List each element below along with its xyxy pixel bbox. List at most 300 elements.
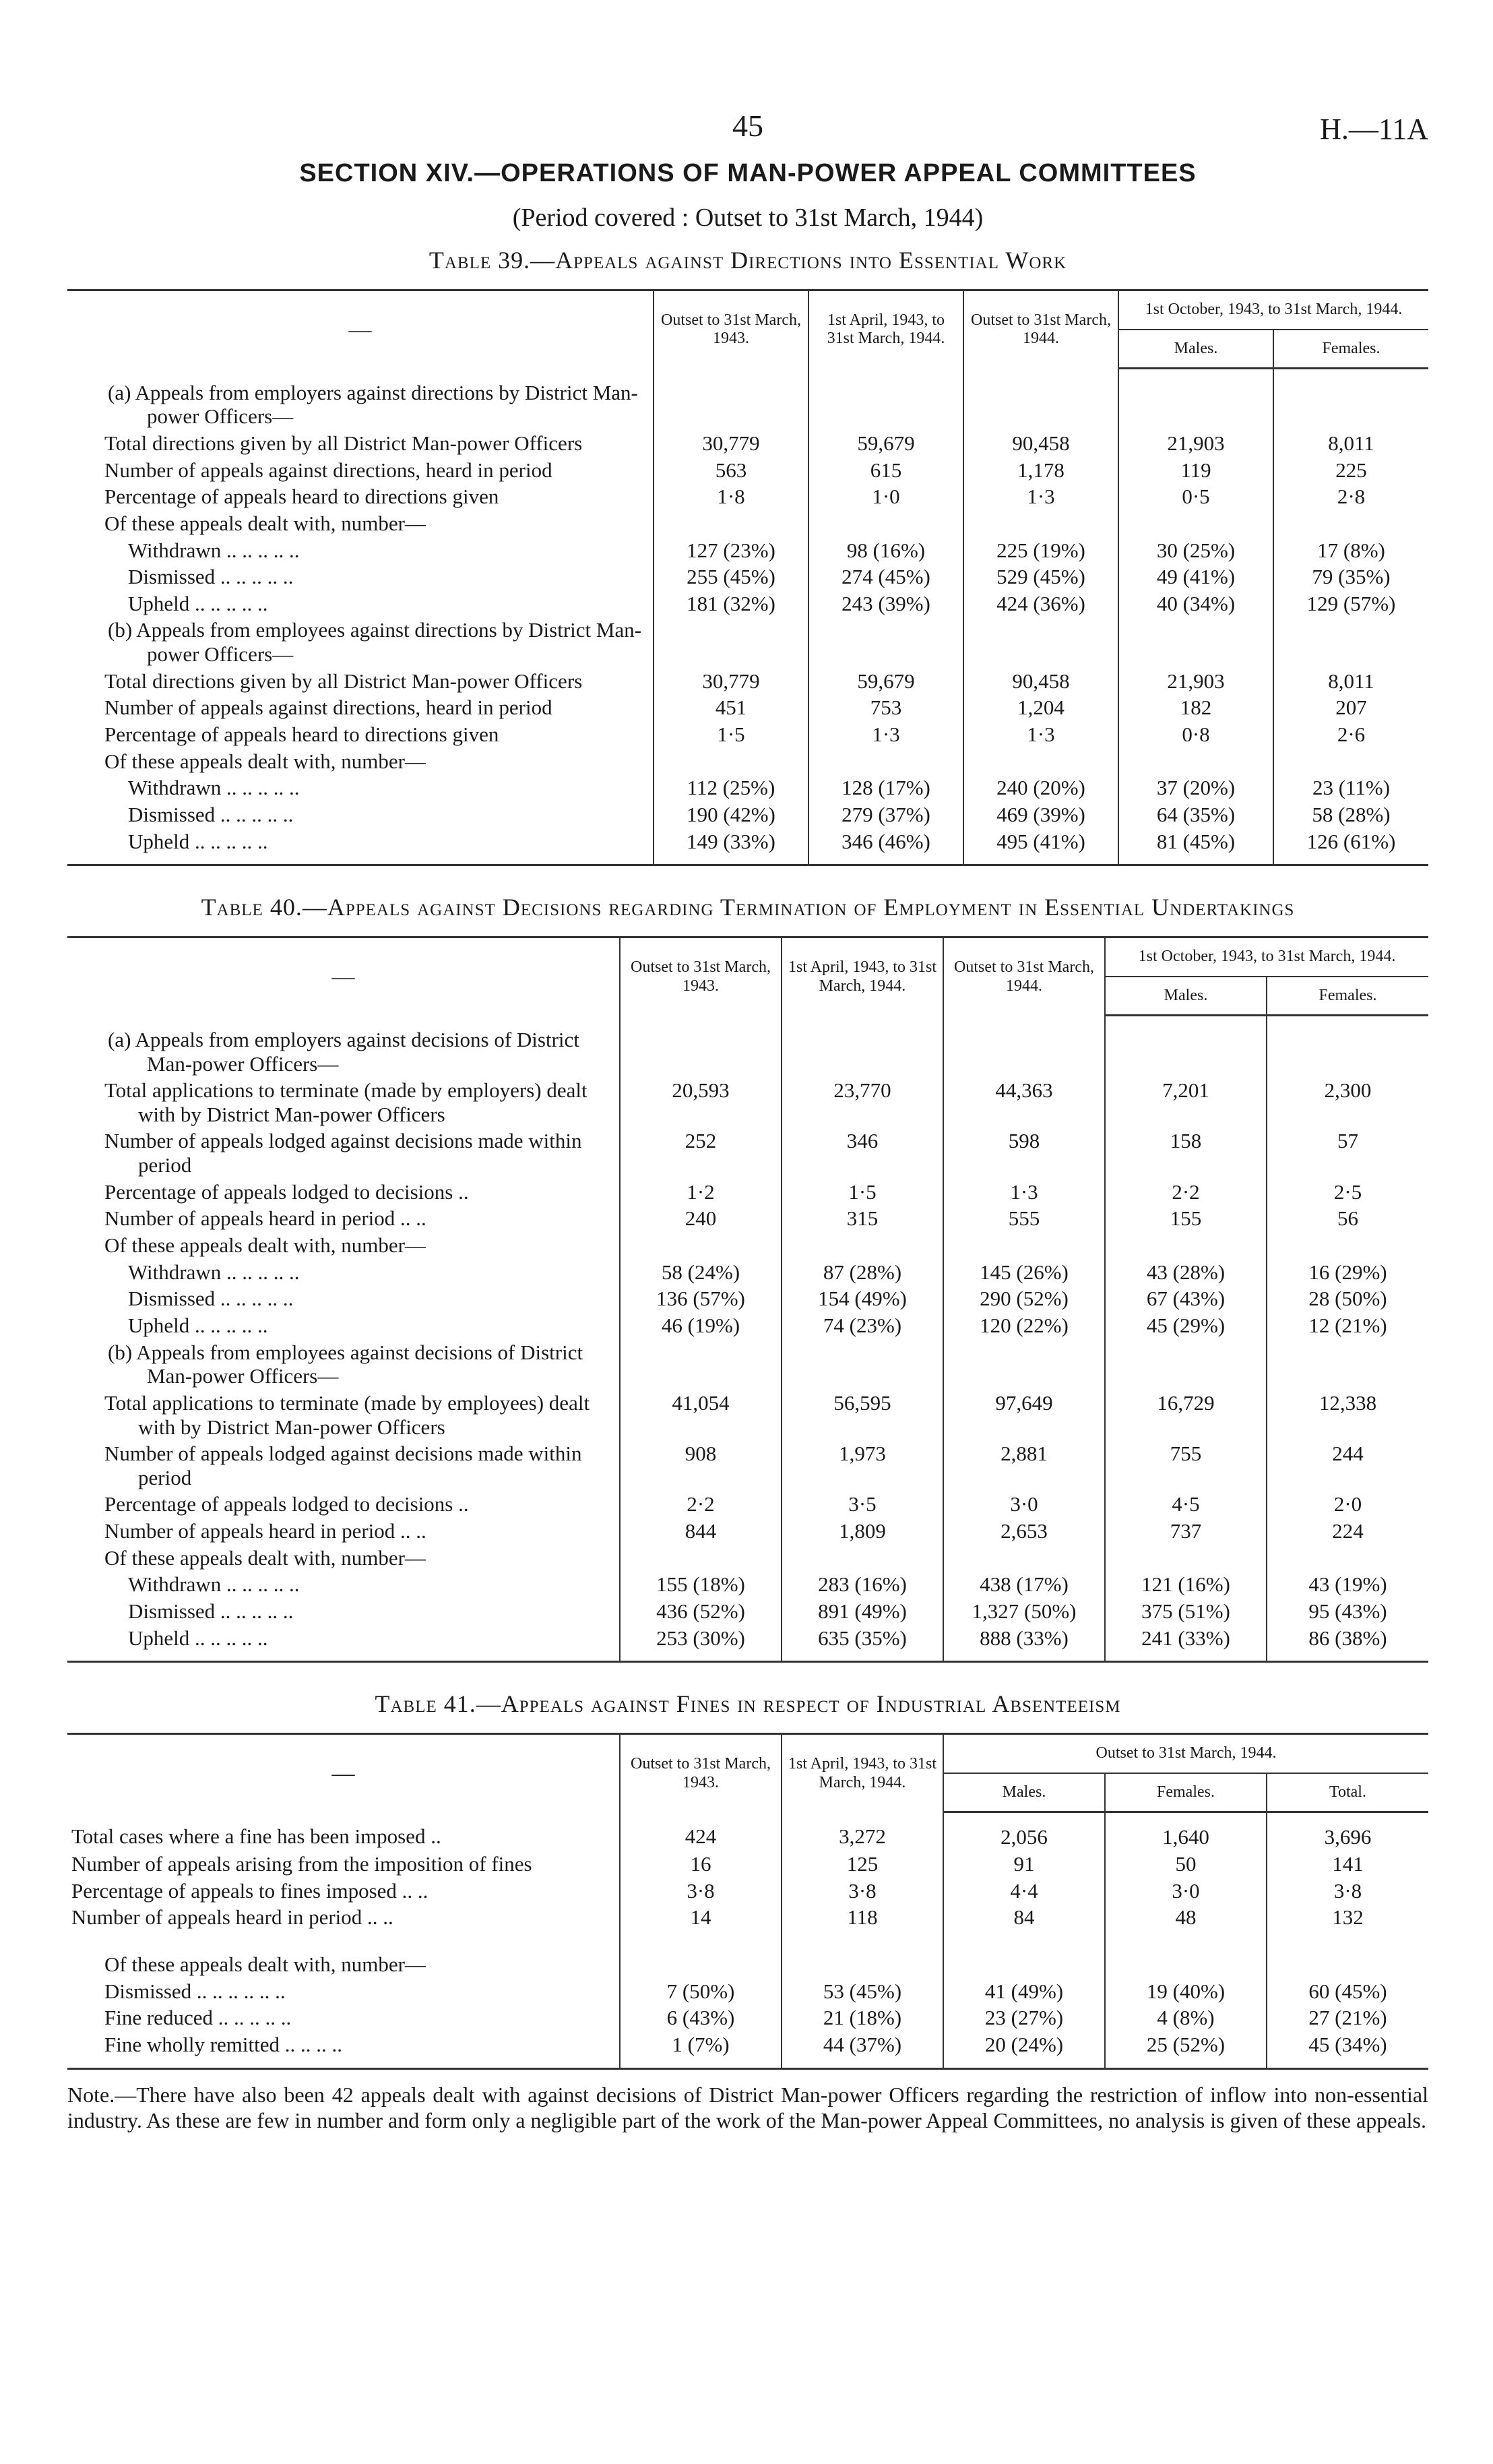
row-label: Total directions given by all District Man-power Officers xyxy=(104,669,583,693)
section-title: SECTION XIV.—OPERATIONS OF MAN-POWER APPEAL COMMITTEES xyxy=(299,159,1197,187)
table-row xyxy=(67,1312,1428,1339)
table-cell xyxy=(654,748,808,775)
table-row xyxy=(67,1232,1428,1259)
table-row xyxy=(67,563,1428,590)
table40-stub-header: — xyxy=(67,937,620,1016)
row-label: Total applications to terminate (made by employees) dealt with by District Man-power Officers xyxy=(104,1390,590,1439)
table-cell xyxy=(808,369,963,430)
table-cell: 7 (50%) xyxy=(620,1978,782,2005)
table-cell: 141 xyxy=(1267,1851,1428,1878)
table-cell: 615 xyxy=(808,457,963,484)
table-cell: 121 (16%) xyxy=(1105,1571,1267,1598)
page-reference: H.—11A xyxy=(1320,113,1428,146)
table-cell: 1·5 xyxy=(782,1179,943,1206)
page-number: 45 xyxy=(732,109,763,143)
row-label: Number of appeals arising from the imposition of fines xyxy=(71,1852,532,1876)
table-cell: 44,363 xyxy=(943,1077,1105,1128)
table39-body xyxy=(67,369,1428,865)
spacer-row xyxy=(67,1931,1428,1951)
table-cell: 1·3 xyxy=(963,483,1118,510)
row-label: Percentage of appeals heard to directions given xyxy=(104,722,499,747)
table-cell: 2·6 xyxy=(1273,721,1428,748)
table-cell xyxy=(808,510,963,537)
table-row xyxy=(67,828,1428,865)
row-label: Dismissed .. .. .. .. .. xyxy=(128,1287,294,1311)
table-cell: 495 (41%) xyxy=(963,828,1118,865)
table-cell: 19 (40%) xyxy=(1105,1978,1267,2005)
table-cell: 315 xyxy=(782,1205,943,1232)
table-cell: 56,595 xyxy=(782,1390,943,1440)
table-cell xyxy=(1105,1951,1267,1978)
table-cell: 44 (37%) xyxy=(782,2031,943,2068)
table40-col-males: Males. xyxy=(1105,977,1267,1016)
table41-col-apr43-mar44: 1st April, 1943, to 31st March, 1944. xyxy=(782,1734,943,1812)
table-row xyxy=(67,748,1428,775)
table-cell xyxy=(1105,1545,1267,1572)
table-cell: 91 xyxy=(943,1851,1105,1878)
table-cell: 145 (26%) xyxy=(943,1259,1105,1286)
table-cell xyxy=(782,1951,943,1978)
table-row xyxy=(67,1179,1428,1206)
table-row xyxy=(67,457,1428,484)
table-cell: 127 (23%) xyxy=(654,537,808,564)
table-cell: 1,327 (50%) xyxy=(943,1598,1105,1625)
table40-col-outset-1943: Outset to 31st March, 1943. xyxy=(620,937,782,1016)
table-row xyxy=(67,1951,1428,1978)
table-cell: 97,649 xyxy=(943,1390,1105,1440)
row-label: Total cases where a fine has been imposed .. xyxy=(71,1824,441,1848)
table-cell xyxy=(620,1545,782,1572)
table-cell: 12 (21%) xyxy=(1267,1312,1428,1339)
table-cell: 3·8 xyxy=(782,1878,943,1905)
table-cell: 25 (52%) xyxy=(1105,2031,1267,2068)
table-cell: 555 xyxy=(943,1205,1105,1232)
table-cell xyxy=(1273,510,1428,537)
table-cell: 158 xyxy=(1105,1128,1267,1178)
table-cell: 375 (51%) xyxy=(1105,1598,1267,1625)
table-cell xyxy=(1118,369,1273,430)
table-cell: 1,973 xyxy=(782,1440,943,1491)
table-cell: 14 xyxy=(620,1904,782,1931)
table-cell xyxy=(1267,1951,1428,1978)
table-row xyxy=(67,1285,1428,1312)
table-cell xyxy=(1273,617,1428,667)
table-row xyxy=(67,694,1428,721)
table-row xyxy=(67,668,1428,695)
table-cell: 79 (35%) xyxy=(1273,563,1428,590)
row-label: (a) Appeals from employers against directions by District Man-power Officers— xyxy=(108,380,638,429)
page xyxy=(67,108,1428,2133)
table-cell: 53 (45%) xyxy=(782,1978,943,2005)
table-row xyxy=(67,1625,1428,1662)
table-cell: 90,458 xyxy=(963,668,1118,695)
table-cell xyxy=(943,1545,1105,1572)
table-cell: 3·8 xyxy=(620,1878,782,1905)
table-cell: 244 xyxy=(1267,1440,1428,1491)
table-cell: 17 (8%) xyxy=(1273,537,1428,564)
row-label: Upheld .. .. .. .. .. xyxy=(128,1626,268,1650)
table-row xyxy=(67,1205,1428,1232)
table-cell: 126 (61%) xyxy=(1273,828,1428,865)
table-cell xyxy=(620,1951,782,1978)
table41-stub-header: — xyxy=(67,1734,620,1812)
table-cell: 49 (41%) xyxy=(1118,563,1273,590)
spacer-cell xyxy=(1267,1931,1428,1951)
table-cell: 60 (45%) xyxy=(1267,1978,1428,2005)
table-cell: 67 (43%) xyxy=(1105,1285,1267,1312)
row-label: Upheld .. .. .. .. .. xyxy=(128,829,268,853)
table-cell: 3,272 xyxy=(782,1812,943,1851)
table-cell: 424 (36%) xyxy=(963,590,1118,617)
table-cell: 1·0 xyxy=(808,483,963,510)
row-label: Of these appeals dealt with, number— xyxy=(104,749,426,773)
table-cell: 90,458 xyxy=(963,430,1118,457)
table-cell: 1·3 xyxy=(808,721,963,748)
table-cell: 181 (32%) xyxy=(654,590,808,617)
table41-title: Table 41.—Appeals against Fines in respect of Industrial Absenteeism xyxy=(375,1690,1121,1718)
row-label: Of these appeals dealt with, number— xyxy=(104,1233,426,1258)
table-cell: 21,903 xyxy=(1118,668,1273,695)
table-cell xyxy=(808,748,963,775)
table-cell xyxy=(943,1232,1105,1259)
table-cell: 46 (19%) xyxy=(620,1312,782,1339)
table-row xyxy=(67,1571,1428,1598)
table-cell: 563 xyxy=(654,457,808,484)
table-cell: 37 (20%) xyxy=(1118,774,1273,801)
table-cell: 1,640 xyxy=(1105,1812,1267,1851)
table-cell: 28 (50%) xyxy=(1267,1285,1428,1312)
table-cell xyxy=(654,510,808,537)
table-cell: 87 (28%) xyxy=(782,1259,943,1286)
table-cell: 529 (45%) xyxy=(963,563,1118,590)
table-cell: 240 (20%) xyxy=(963,774,1118,801)
table-cell: 1 (7%) xyxy=(620,2031,782,2068)
table-cell: 45 (34%) xyxy=(1267,2031,1428,2068)
table-cell: 56 xyxy=(1267,1205,1428,1232)
row-label: Number of appeals against directions, heard in period xyxy=(104,696,552,720)
row-label: Withdrawn .. .. .. .. .. xyxy=(128,1572,300,1597)
table-cell xyxy=(1267,1339,1428,1390)
row-label: Dismissed .. .. .. .. .. xyxy=(128,565,294,589)
table39-col-males: Males. xyxy=(1118,330,1273,369)
table-row xyxy=(67,430,1428,457)
table-cell: 4·5 xyxy=(1105,1491,1267,1518)
table-cell: 424 xyxy=(620,1812,782,1851)
row-label: (a) Appeals from employers against decisions of District Man-power Officers— xyxy=(108,1027,579,1076)
table-cell: 30,779 xyxy=(654,668,808,695)
table-cell: 844 xyxy=(620,1518,782,1545)
table-cell: 2·5 xyxy=(1267,1179,1428,1206)
table-cell: 16 (29%) xyxy=(1267,1259,1428,1286)
table-cell: 136 (57%) xyxy=(620,1285,782,1312)
table-cell: 0·8 xyxy=(1118,721,1273,748)
table-cell xyxy=(1118,748,1273,775)
table-cell xyxy=(620,1232,782,1259)
table-cell: 129 (57%) xyxy=(1273,590,1428,617)
table-cell: 1,178 xyxy=(963,457,1118,484)
table-row xyxy=(67,774,1428,801)
table-cell xyxy=(1273,748,1428,775)
table-cell xyxy=(1267,1545,1428,1572)
table-cell: 891 (49%) xyxy=(782,1598,943,1625)
table-cell: 23,770 xyxy=(782,1077,943,1128)
table-cell: 119 xyxy=(1118,457,1273,484)
table-cell: 451 xyxy=(654,694,808,721)
spacer-cell xyxy=(943,1931,1105,1951)
row-label: Dismissed .. .. .. .. .. .. xyxy=(104,1979,286,2003)
table-cell: 2,300 xyxy=(1267,1077,1428,1128)
table-cell: 16,729 xyxy=(1105,1390,1267,1440)
row-label: Number of appeals heard in period .. .. xyxy=(71,1905,393,1930)
table-cell: 438 (17%) xyxy=(943,1571,1105,1598)
table-cell: 283 (16%) xyxy=(782,1571,943,1598)
table-cell: 255 (45%) xyxy=(654,563,808,590)
table-cell: 45 (29%) xyxy=(1105,1312,1267,1339)
table40-col-females: Females. xyxy=(1267,977,1428,1016)
table-row xyxy=(67,617,1428,667)
row-label: Total applications to terminate (made by employers) dealt with by District Man-power Officers xyxy=(104,1078,587,1126)
table-row xyxy=(67,801,1428,828)
table-cell xyxy=(782,1232,943,1259)
table-cell: 225 (19%) xyxy=(963,537,1118,564)
spacer-cell xyxy=(782,1931,943,1951)
table-row xyxy=(67,1598,1428,1625)
table-cell: 30,779 xyxy=(654,430,808,457)
table-cell: 50 xyxy=(1105,1851,1267,1878)
table-cell: 40 (34%) xyxy=(1118,590,1273,617)
page-header xyxy=(67,108,1428,155)
table-cell: 59,679 xyxy=(808,430,963,457)
table-row xyxy=(67,1491,1428,1518)
table-cell: 1·3 xyxy=(963,721,1118,748)
table-cell xyxy=(1118,617,1273,667)
table-cell: 155 (18%) xyxy=(620,1571,782,1598)
table-cell: 225 xyxy=(1273,457,1428,484)
row-label: Number of appeals heard in period .. .. xyxy=(104,1519,426,1543)
table41-col-females: Females. xyxy=(1105,1773,1267,1812)
table-cell: 43 (28%) xyxy=(1105,1259,1267,1286)
table-cell: 8,011 xyxy=(1273,668,1428,695)
table-cell: 84 xyxy=(943,1904,1105,1931)
table-cell: 207 xyxy=(1273,694,1428,721)
table-cell: 243 (39%) xyxy=(808,590,963,617)
table-cell xyxy=(943,1016,1105,1077)
table-cell: 346 (46%) xyxy=(808,828,963,865)
row-label: Fine wholly remitted .. .. .. .. xyxy=(104,2032,343,2056)
table-cell: 48 xyxy=(1105,1904,1267,1931)
row-label: Dismissed .. .. .. .. .. xyxy=(128,1599,294,1623)
table41 xyxy=(67,1733,1428,2069)
table-row xyxy=(67,1878,1428,1905)
row-label: Number of appeals lodged against decisions made within period xyxy=(104,1442,582,1489)
row-label: Number of appeals against directions, heard in period xyxy=(104,458,552,482)
table-cell: 2,881 xyxy=(943,1440,1105,1491)
table39 xyxy=(67,289,1428,866)
table-row xyxy=(67,369,1428,430)
table-cell: 1·2 xyxy=(620,1179,782,1206)
table-cell: 16 xyxy=(620,1851,782,1878)
table-cell: 41 (49%) xyxy=(943,1978,1105,2005)
table-cell xyxy=(654,617,808,667)
table-cell xyxy=(963,748,1118,775)
table41-col-group-outset-1944: Outset to 31st March, 1944. xyxy=(943,1734,1428,1773)
table40 xyxy=(67,936,1428,1663)
table-cell: 253 (30%) xyxy=(620,1625,782,1662)
spacer-cell xyxy=(620,1931,782,1951)
table-cell xyxy=(1267,1016,1428,1077)
table-row xyxy=(67,1259,1428,1286)
row-label: Dismissed .. .. .. .. .. xyxy=(128,802,294,826)
table-cell: 30 (25%) xyxy=(1118,537,1273,564)
table-cell: 3·8 xyxy=(1267,1878,1428,1905)
table-row xyxy=(67,510,1428,537)
table-row xyxy=(67,1128,1428,1178)
table-cell: 125 xyxy=(782,1851,943,1878)
table-cell: 2·0 xyxy=(1267,1491,1428,1518)
table39-col-outset-1943: Outset to 31st March, 1943. xyxy=(654,290,808,369)
table-cell: 2·2 xyxy=(620,1491,782,1518)
row-label: Percentage of appeals to fines imposed .. .. xyxy=(71,1878,428,1903)
table-cell: 21,903 xyxy=(1118,430,1273,457)
footnote: Note.—There have also been 42 appeals dealt with against decisions of District Man-power Officers regarding the restriction of inflow into non-essential industry. As these are few in number and form only a negligible part of the work of the Man-power Appeal Committees, no analysis is given of these appeals. xyxy=(67,2082,1428,2132)
table40-title: Table 40.—Appeals against Decisions regarding Termination of Employment in Essential Undertakings xyxy=(201,894,1295,921)
table-row xyxy=(67,1440,1428,1491)
row-label: (b) Appeals from employees against decisions of District Man-power Officers— xyxy=(108,1340,583,1388)
table-cell xyxy=(943,1951,1105,1978)
table-cell: 3,696 xyxy=(1267,1812,1428,1851)
table-cell: 74 (23%) xyxy=(782,1312,943,1339)
table-cell: 1·3 xyxy=(943,1179,1105,1206)
table-cell: 8,011 xyxy=(1273,430,1428,457)
table-cell: 190 (42%) xyxy=(654,801,808,828)
table-cell: 908 xyxy=(620,1440,782,1491)
table39-col-apr43-mar44: 1st April, 1943, to 31st March, 1944. xyxy=(808,290,963,369)
table-cell: 252 xyxy=(620,1128,782,1178)
table-cell: 4·4 xyxy=(943,1878,1105,1905)
table-cell: 21 (18%) xyxy=(782,2004,943,2031)
table-cell: 118 xyxy=(782,1904,943,1931)
table-cell: 274 (45%) xyxy=(808,563,963,590)
table-cell: 41,054 xyxy=(620,1390,782,1440)
table-cell xyxy=(620,1339,782,1390)
table-cell: 753 xyxy=(808,694,963,721)
table-row xyxy=(67,2004,1428,2031)
table-cell xyxy=(808,617,963,667)
table-row xyxy=(67,721,1428,748)
table-row xyxy=(67,590,1428,617)
table-cell xyxy=(782,1545,943,1572)
table-cell: 95 (43%) xyxy=(1267,1598,1428,1625)
table-cell: 20 (24%) xyxy=(943,2031,1105,2068)
row-label: Number of appeals heard in period .. .. xyxy=(104,1206,426,1231)
row-label: Upheld .. .. .. .. .. xyxy=(128,1313,268,1337)
table-cell: 98 (16%) xyxy=(808,537,963,564)
row-label: (b) Appeals from employees against directions by District Man-power Officers— xyxy=(108,618,642,667)
table-cell: 120 (22%) xyxy=(943,1312,1105,1339)
table-cell: 23 (11%) xyxy=(1273,774,1428,801)
table-cell: 128 (17%) xyxy=(808,774,963,801)
table-cell: 2,056 xyxy=(943,1812,1105,1851)
table-cell: 6 (43%) xyxy=(620,2004,782,2031)
row-label: Upheld .. .. .. .. .. xyxy=(128,591,268,615)
table-row xyxy=(67,483,1428,510)
table-cell xyxy=(943,1339,1105,1390)
spacer-cell xyxy=(1105,1931,1267,1951)
row-label: Fine reduced .. .. .. .. .. xyxy=(104,2006,292,2030)
row-label: Percentage of appeals heard to directions given xyxy=(104,485,499,509)
table41-col-total: Total. xyxy=(1267,1773,1428,1812)
table-cell: 279 (37%) xyxy=(808,801,963,828)
table39-col-outset-1944: Outset to 31st March, 1944. xyxy=(963,290,1118,369)
table-cell: 0·5 xyxy=(1118,483,1273,510)
table-cell: 436 (52%) xyxy=(620,1598,782,1625)
table-row xyxy=(67,1016,1428,1077)
table-cell: 3·0 xyxy=(1105,1878,1267,1905)
table39-col-females: Females. xyxy=(1273,330,1428,369)
table-row xyxy=(67,1851,1428,1878)
table-cell: 7,201 xyxy=(1105,1077,1267,1128)
table-cell: 598 xyxy=(943,1128,1105,1178)
table-cell: 737 xyxy=(1105,1518,1267,1545)
table-cell: 1,809 xyxy=(782,1518,943,1545)
table-cell: 2,653 xyxy=(943,1518,1105,1545)
table-cell: 12,338 xyxy=(1267,1390,1428,1440)
table-cell: 182 xyxy=(1118,694,1273,721)
table-cell: 1·8 xyxy=(654,483,808,510)
table-row xyxy=(67,1339,1428,1390)
table39-title: Table 39.—Appeals against Directions into Essential Work xyxy=(428,247,1067,274)
table41-col-outset-1943: Outset to 31st March, 1943. xyxy=(620,1734,782,1812)
table-cell: 3·0 xyxy=(943,1491,1105,1518)
period-covered: (Period covered : Outset to 31st March, 1944) xyxy=(512,204,984,232)
table-cell: 2·2 xyxy=(1105,1179,1267,1206)
table-cell: 635 (35%) xyxy=(782,1625,943,1662)
table-row xyxy=(67,1390,1428,1440)
table40-body xyxy=(67,1016,1428,1662)
table-cell xyxy=(1267,1232,1428,1259)
table-cell: 59,679 xyxy=(808,668,963,695)
table-cell: 58 (24%) xyxy=(620,1259,782,1286)
table-cell: 57 xyxy=(1267,1128,1428,1178)
table-cell: 290 (52%) xyxy=(943,1285,1105,1312)
table-cell: 86 (38%) xyxy=(1267,1625,1428,1662)
table39-stub-header: — xyxy=(67,290,654,369)
row-label: Of these appeals dealt with, number— xyxy=(104,1952,426,1977)
table-row xyxy=(67,537,1428,564)
table-cell: 4 (8%) xyxy=(1105,2004,1267,2031)
table40-col-apr43-mar44: 1st April, 1943, to 31st March, 1944. xyxy=(782,937,943,1016)
table-cell xyxy=(782,1016,943,1077)
row-label: Withdrawn .. .. .. .. .. xyxy=(128,776,300,800)
table41-body xyxy=(67,1812,1428,2068)
table-cell: 112 (25%) xyxy=(654,774,808,801)
row-label: Of these appeals dealt with, number— xyxy=(104,1545,426,1570)
table-row xyxy=(67,1904,1428,1931)
table-cell xyxy=(1105,1232,1267,1259)
table-cell: 1,204 xyxy=(963,694,1118,721)
spacer-cell xyxy=(67,1931,620,1951)
table-cell: 23 (27%) xyxy=(943,2004,1105,2031)
table-row xyxy=(67,1077,1428,1128)
table-cell: 27 (21%) xyxy=(1267,2004,1428,2031)
table-cell: 43 (19%) xyxy=(1267,1571,1428,1598)
table-cell: 1·5 xyxy=(654,721,808,748)
table-cell: 224 xyxy=(1267,1518,1428,1545)
table-cell: 755 xyxy=(1105,1440,1267,1491)
table-row xyxy=(67,1518,1428,1545)
table39-col-group-oct43-mar44: 1st October, 1943, to 31st March, 1944. xyxy=(1118,290,1428,330)
table-cell: 149 (33%) xyxy=(654,828,808,865)
